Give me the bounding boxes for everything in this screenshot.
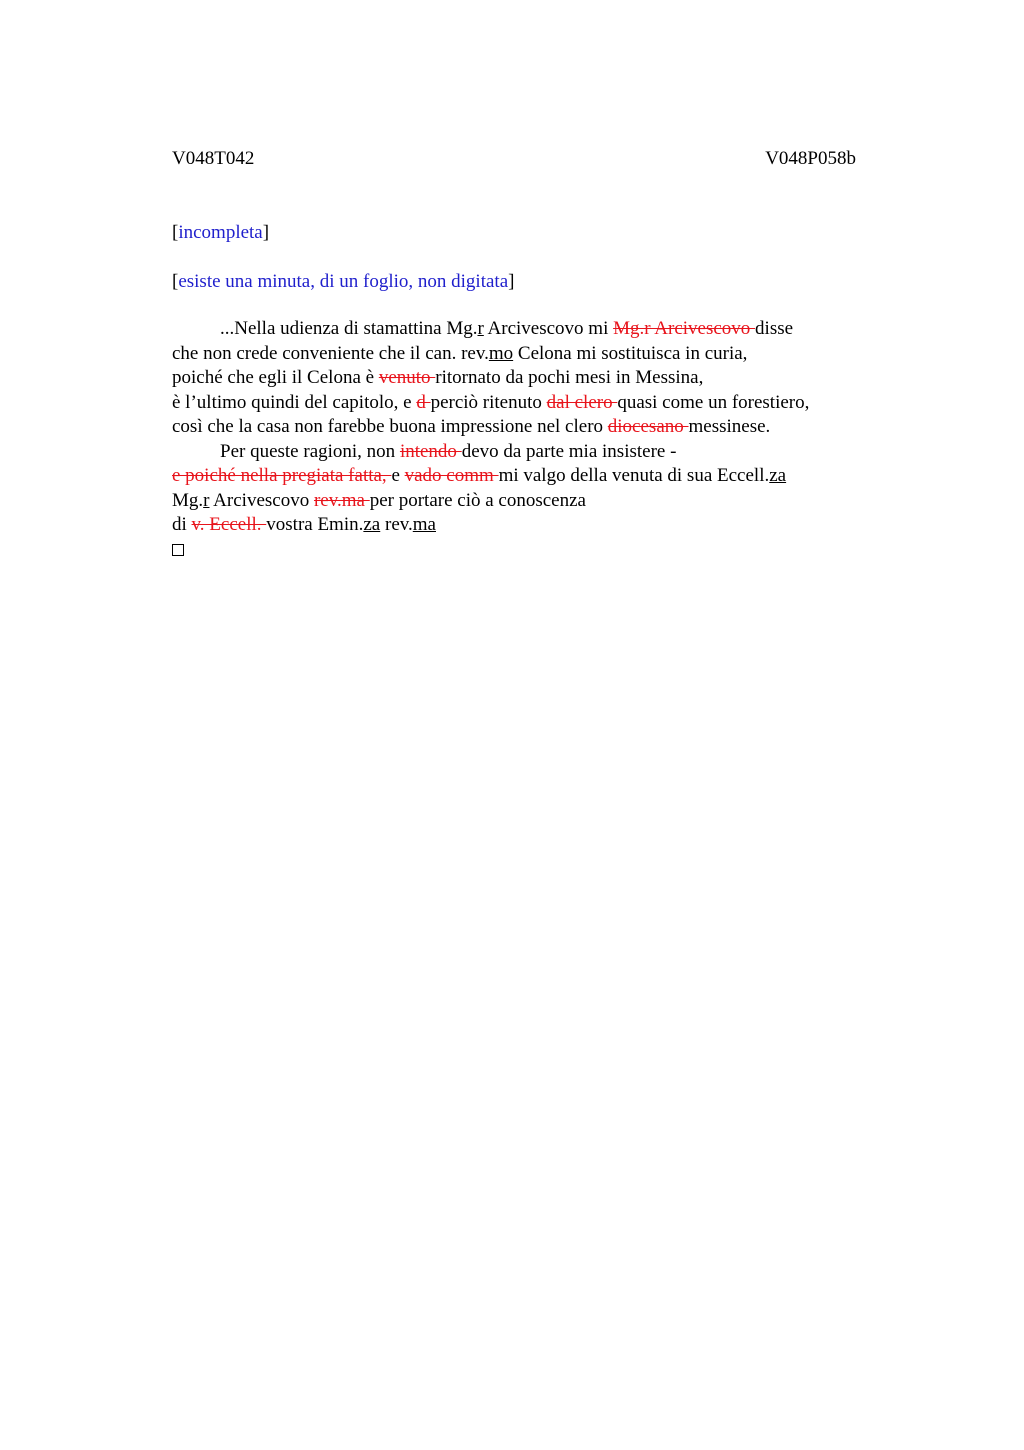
superscript-abbrev: ma — [412, 514, 436, 535]
superscript-abbrev: za — [363, 514, 381, 535]
bracket-close: ] — [262, 222, 270, 243]
text: ritornato da pochi mesi in Messina, — [435, 367, 704, 388]
text: è l’ultimo quindi del capitolo, e — [172, 391, 417, 413]
text: e — [391, 465, 405, 486]
deleted-text: diocesano — [607, 416, 689, 437]
document-header — [172, 147, 856, 171]
superscript-abbrev: r — [477, 318, 484, 339]
text: devo da parte mia insistere - — [461, 440, 677, 462]
deleted-text: d — [416, 391, 431, 413]
editorial-note-incomplete — [172, 221, 269, 245]
text: disse — [755, 318, 794, 339]
text: rev. — [380, 514, 413, 535]
deleted-text: dal clero — [546, 391, 618, 413]
deleted-text: rev.ma — [313, 489, 370, 511]
text: Mg. — [172, 489, 204, 511]
text: poiché che egli il Celona è — [172, 367, 379, 388]
superscript-abbrev: za — [769, 465, 787, 486]
deleted-text: venuto — [378, 367, 436, 388]
deleted-text: v. Eccell. — [191, 514, 267, 535]
deleted-text: vado comm — [404, 465, 499, 486]
superscript-abbrev: r — [203, 489, 210, 511]
superscript-abbrev: mo — [488, 342, 514, 364]
letter-line-7 — [172, 464, 872, 489]
letter-line-4 — [172, 391, 872, 416]
text: per portare ciò a conoscenza — [369, 489, 586, 511]
letter-line-8 — [172, 489, 872, 514]
deleted-text: intendo — [399, 440, 462, 462]
bracket-open: [ — [172, 271, 179, 292]
letter-line-2 — [172, 342, 872, 367]
editorial-note-draft — [172, 270, 514, 294]
text: messinese. — [688, 416, 771, 437]
letter-line-9 — [172, 513, 872, 538]
text: perciò ritenuto — [430, 391, 547, 413]
empty-box-icon — [172, 544, 184, 556]
letter-line-1 — [172, 317, 872, 342]
letter-body — [172, 317, 872, 562]
text: Per queste ragioni, non — [220, 440, 400, 462]
text: Celona mi sostituisca in curia, — [513, 342, 748, 364]
text: Arcivescovo mi — [483, 318, 614, 339]
document-code-left: V048T042 — [172, 148, 255, 169]
text: così che la casa non farebbe buona impressione nel clero — [172, 416, 608, 437]
page-code-right: V048P058b — [765, 148, 856, 169]
letter-line-5 — [172, 415, 872, 440]
text: vostra Emin. — [266, 514, 364, 535]
text: Arcivescovo — [209, 489, 314, 511]
bracket-close: ] — [508, 271, 515, 292]
letter-line-3 — [172, 366, 872, 391]
end-marker-line — [172, 538, 872, 563]
bracket-open: [ — [172, 222, 179, 243]
text: quasi come un forestiero, — [617, 391, 810, 413]
text: mi valgo della venuta di sua Eccell. — [498, 465, 770, 486]
text: che non crede conveniente che il can. rev. — [172, 342, 489, 364]
letter-line-6 — [172, 440, 872, 465]
note-text: incompleta — [178, 222, 263, 243]
note-text: esiste una minuta, di un foglio, non digitata — [178, 271, 509, 292]
text: ...Nella udienza di stamattina Mg. — [220, 318, 478, 339]
deleted-text: Mg.r Arcivescovo — [613, 318, 756, 339]
deleted-text: e poiché nella pregiata fatta, — [172, 465, 392, 486]
text: di — [172, 514, 192, 535]
